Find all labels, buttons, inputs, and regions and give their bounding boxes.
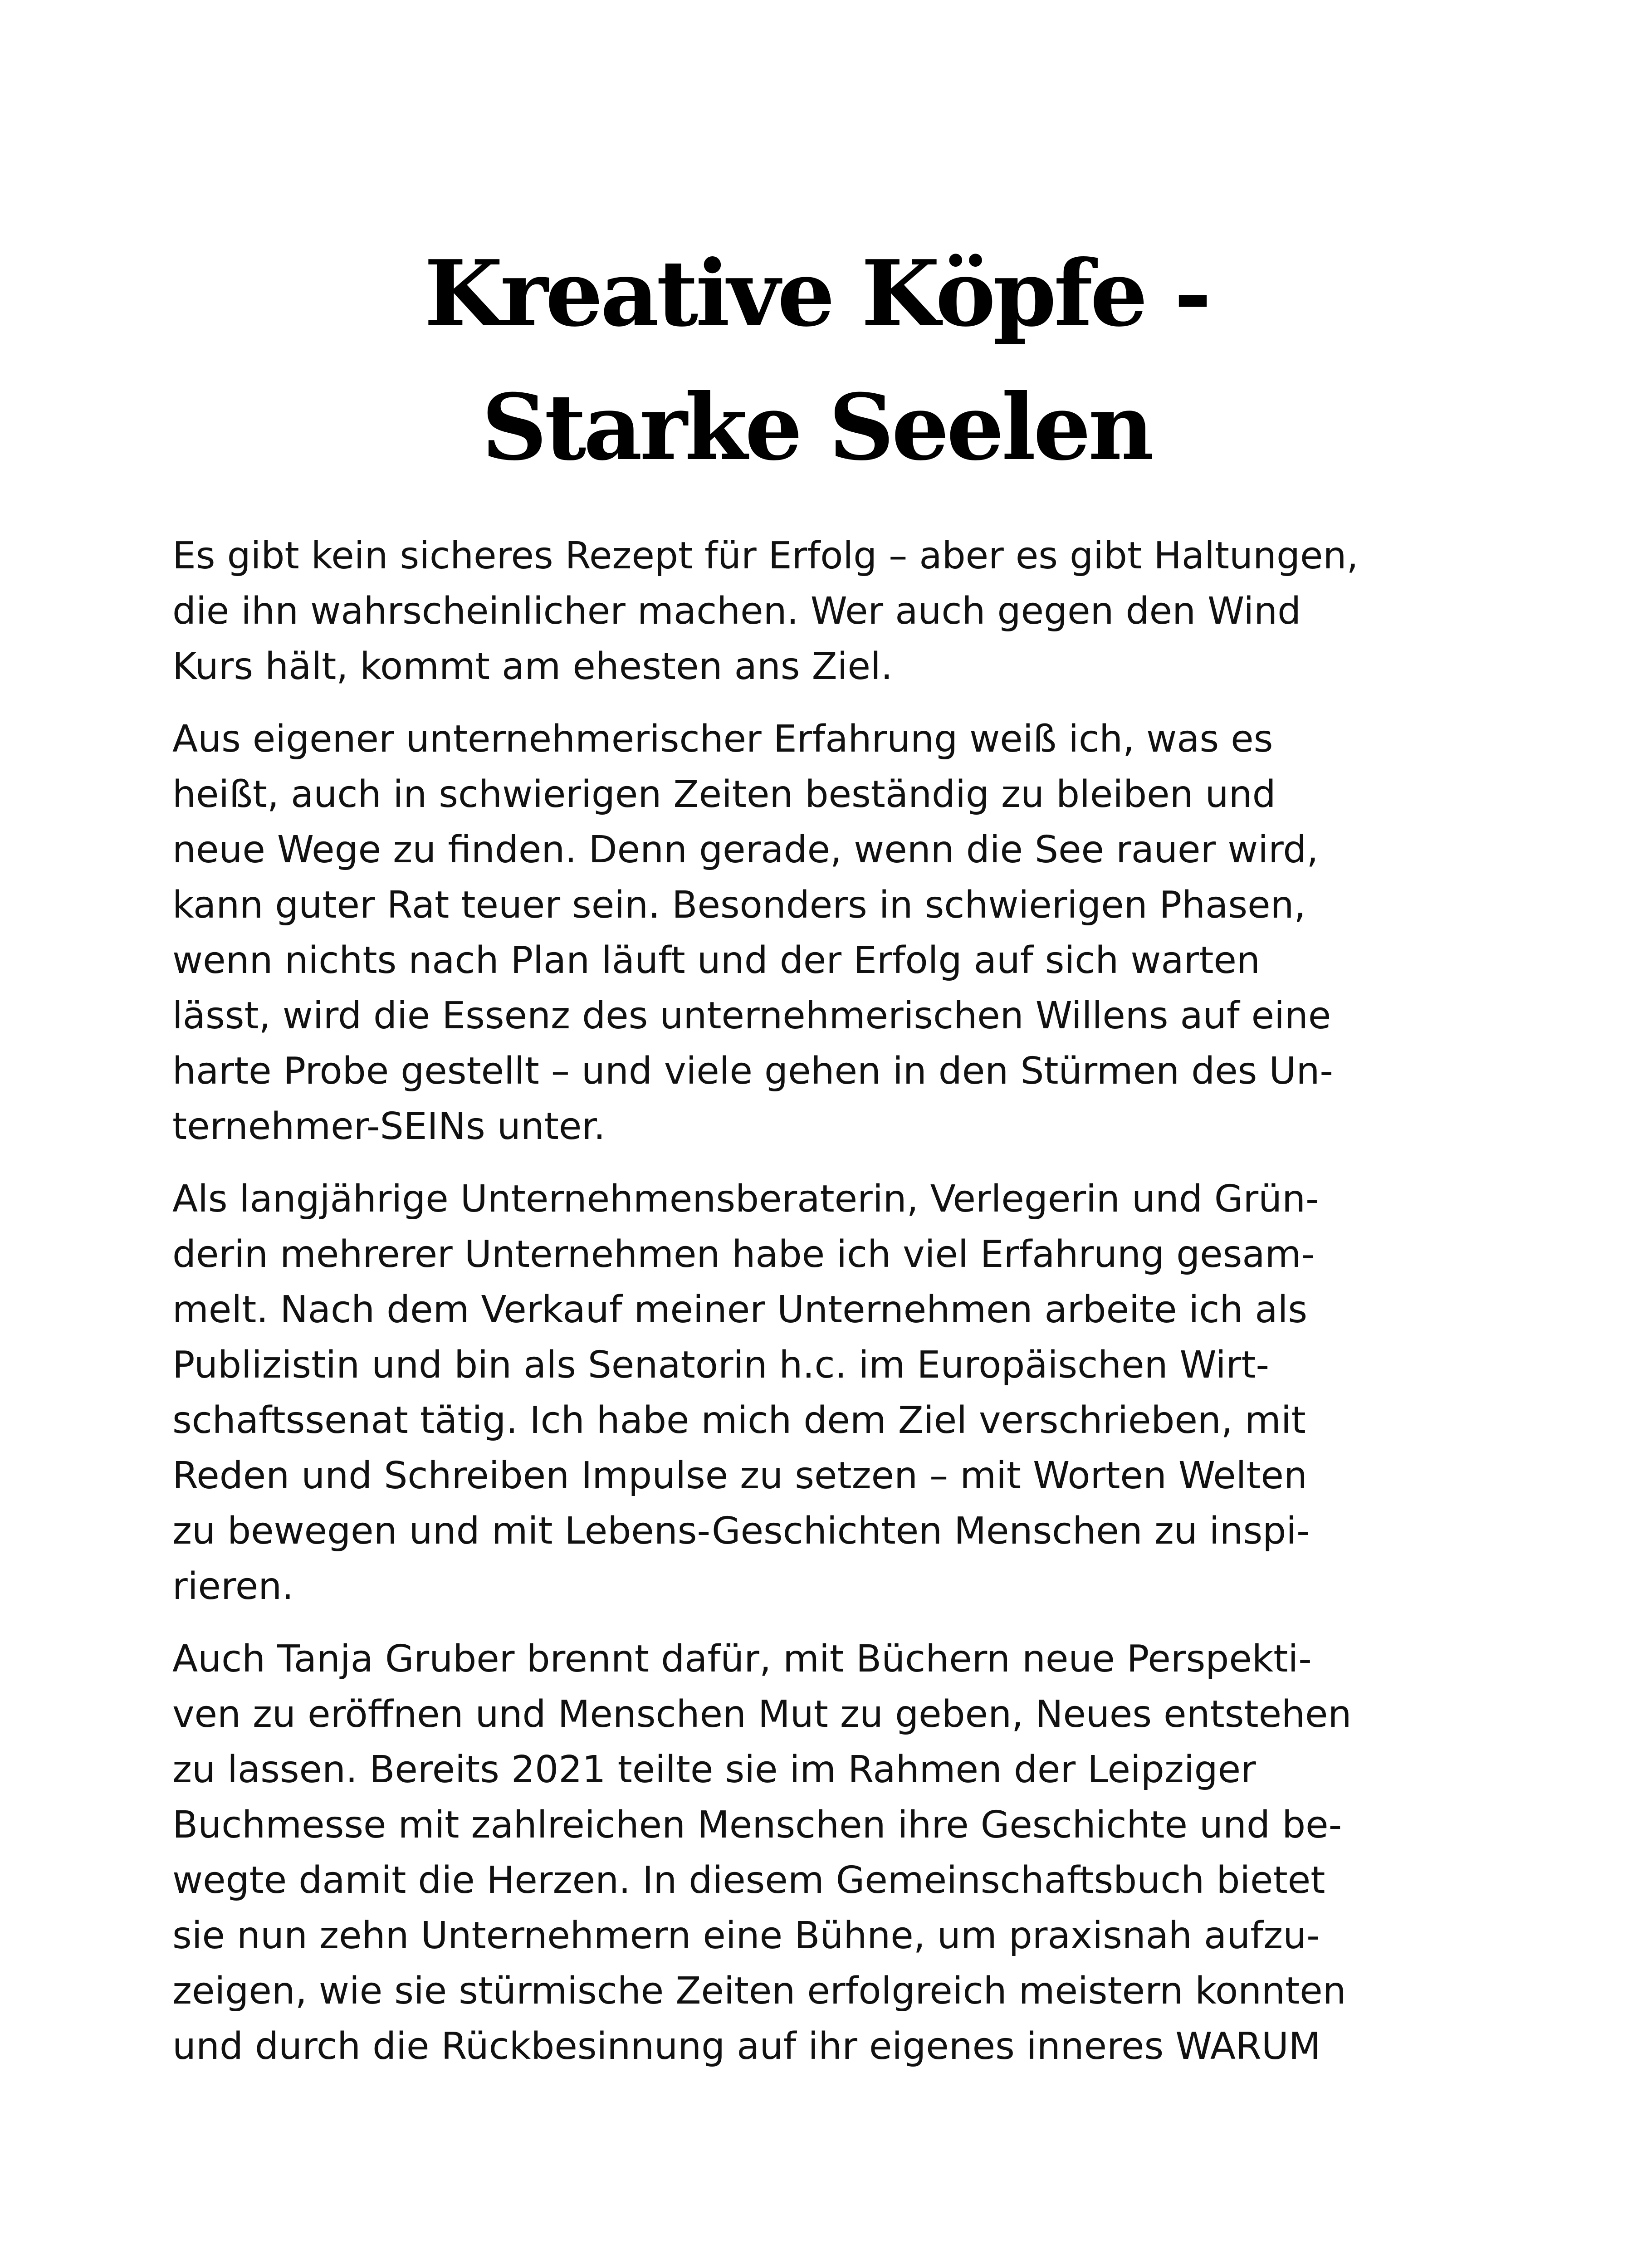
text-line: wenn nichts nach Plan läuft und der Erfolg auf sich warten: [172, 939, 1260, 982]
text-line: wegte damit die Herzen. In diesem Gemeinschaftsbuch bietet: [172, 1859, 1325, 1902]
text-line: derin mehrerer Unternehmen habe ich viel Erfahrung gesam-: [172, 1233, 1315, 1276]
body-text: [172, 528, 1479, 2092]
text-line: zu lassen. Bereits 2021 teilte sie im Rahmen der Leipziger: [172, 1748, 1256, 1791]
page-title: [0, 227, 1633, 494]
text-line: ven zu eröffnen und Menschen Mut zu geben, Neues entstehen: [172, 1693, 1352, 1736]
text-line: Publizistin und bin als Senatorin h.c. im Europäischen Wirt-: [172, 1344, 1270, 1387]
text-line: neue Wege zu finden. Denn gerade, wenn die See rauer wird,: [172, 828, 1319, 871]
paragraph-4: [172, 1632, 1479, 2074]
text-line: rieren.: [172, 1565, 294, 1608]
page-title-line-2: Starke Seelen: [481, 374, 1152, 481]
text-line: heißt, auch in schwierigen Zeiten beständig zu bleiben und: [172, 773, 1276, 816]
paragraph-3: [172, 1172, 1479, 1614]
text-line: Es gibt kein sicheres Rezept für Erfolg – aber es gibt Haltungen,: [172, 534, 1359, 577]
text-line: und durch die Rückbesinnung auf ihr eigenes inneres WARUM: [172, 2025, 1321, 2068]
text-line: Auch Tanja Gruber brennt dafür, mit Büchern neue Perspekti-: [172, 1637, 1312, 1681]
text-line: sie nun zehn Unternehmern eine Bühne, um praxisnah aufzu-: [172, 1914, 1320, 1957]
text-line: Reden und Schreiben Impulse zu setzen – mit Worten Welten: [172, 1454, 1307, 1497]
paragraph-1: [172, 528, 1479, 694]
text-line: lässt, wird die Essenz des unternehmerischen Willens auf eine: [172, 994, 1331, 1037]
text-line: melt. Nach dem Verkauf meiner Unternehmen arbeite ich als: [172, 1288, 1308, 1331]
text-line: harte Probe gestellt – und viele gehen in den Stürmen des Un-: [172, 1050, 1334, 1093]
text-line: Buchmesse mit zahlreichen Menschen ihre Geschichte und be-: [172, 1804, 1342, 1847]
text-line: Als langjährige Unternehmensberaterin, Verlegerin und Grün-: [172, 1178, 1319, 1221]
text-line: zeigen, wie sie stürmische Zeiten erfolgreich meistern konnten: [172, 1970, 1346, 2013]
text-line: zu bewegen und mit Lebens-Geschichten Menschen zu inspi-: [172, 1510, 1310, 1553]
paragraph-2: [172, 712, 1479, 1154]
text-line: schaftssenat tätig. Ich habe mich dem Ziel verschrieben, mit: [172, 1399, 1306, 1442]
text-line: Aus eigener unternehmerischer Erfahrung weiß ich, was es: [172, 718, 1273, 761]
text-line: kann guter Rat teuer sein. Besonders in schwierigen Phasen,: [172, 884, 1306, 927]
text-line: Kurs hält, kommt am ehesten ans Ziel.: [172, 645, 893, 688]
page-title-line-1: Kreative Köpfe -: [424, 240, 1209, 347]
text-line: ternehmer-SEINs unter.: [172, 1105, 606, 1148]
text-line: die ihn wahrscheinlicher machen. Wer auch gegen den Wind: [172, 590, 1301, 633]
